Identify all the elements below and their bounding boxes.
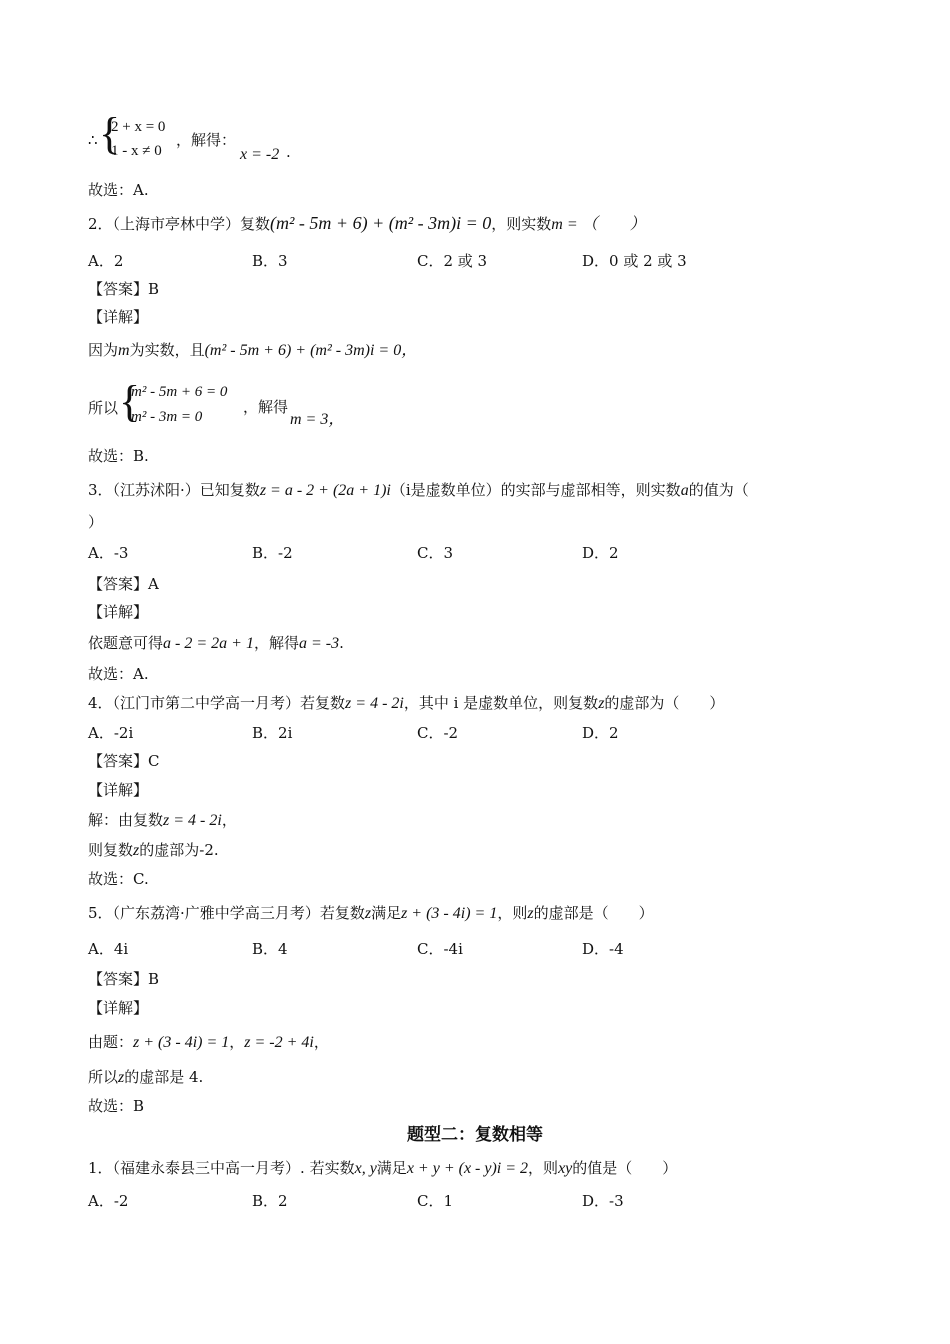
q2-option-d: D．0 或 2 或 3 [582,252,687,270]
q5-option-c: C．-4i [417,940,463,958]
q5-expr: z + (3 - 4i) = 1 [401,905,498,922]
q2-system-eq2: m² - 3m = 0 [131,409,203,425]
solve-text: ，解得： [176,131,237,149]
q3-tail: （i是虚数单位）的实部与虚部相等，则实数 [390,481,681,499]
q5-detail-label: 【详解】 [88,999,149,1017]
q2-m: m = （ ） [551,216,646,233]
solution-x: x = -2 [240,146,280,163]
q5-stem [88,903,654,924]
q2-option-c: C．2 或 3 [417,252,488,270]
q2-so: 所以 [88,399,119,417]
q3-s1c: . [339,634,344,652]
q5-tail3: 的虚部是（ ） [533,904,654,922]
p1-stem-text: 1．（福建永泰县三中高一月考）. 若实数 [88,1159,355,1177]
q5-s1b: ， [229,1033,245,1051]
q2-detail-label: 【详解】 [88,308,149,326]
q3-choose: 故选：A. [88,665,149,683]
q5-option-a: A．4i [88,940,129,958]
p1-xy: xy [558,1160,573,1177]
q5-option-d: D．-4 [582,940,624,958]
q2-choose: 故选：B. [88,447,149,465]
q5-step2 [88,1067,203,1088]
p1-tail: 满足 [376,1159,407,1177]
q4-s2b: 的虚部为-2. [139,841,219,859]
q2-stem-text: 2．（上海市亭林中学）复数 [88,215,271,233]
q2-system-brace: { [119,377,141,426]
q5-s2b: 的虚部是 4. [124,1068,204,1086]
q5-var: z [364,905,372,922]
p1-vars: x, y [354,1160,377,1177]
q4-option-b: B．2i [252,724,293,742]
q2-s1m: m [118,342,130,359]
q3-tail2: 的值为（ [688,481,749,499]
q5-s1c: ， [313,1033,329,1051]
q5-var2: z [527,905,534,922]
q5-tail2: ，则 [497,904,528,922]
q3-s1ans: a = -3 [298,635,340,652]
q4-var: z [598,695,605,712]
p1-tail3: 的值是（ ） [572,1159,678,1177]
q2-stem [88,213,646,235]
q5-option-b: B．4 [252,940,288,958]
q2-tail: ，则实数 [491,215,552,233]
q5-s1a: 由题： [88,1033,134,1051]
q3-s1a: 依题意可得 [88,634,164,652]
q5-answer: 【答案】B [88,970,160,988]
q2-answer: 【答案】B [88,280,160,298]
q4-step2 [88,840,219,861]
q2-s1a: 因为 [88,341,119,359]
q4-stem-text: 4．（江门市第二中学高一月考）若复数 [88,694,346,712]
system-eq2: 1 - x ≠ 0 [111,143,162,159]
q3-stem [88,480,749,501]
q3-step1 [88,633,344,654]
q2-system-eq1: m² - 5m + 6 = 0 [131,384,228,400]
system-eq1: 2 + x = 0 [111,119,166,135]
q5-s2var: z [118,1069,125,1086]
q4-option-d: D．2 [582,724,619,742]
q4-choose: 故选：C. [88,870,149,888]
p1-option-a: A．-2 [88,1192,129,1210]
q2-expr: (m² - 5m + 6) + (m² - 3m)i = 0 [270,213,492,233]
q2-s1b: 为实数，且 [129,341,205,359]
q3-detail-label: 【详解】 [88,603,149,621]
p1-option-c: C．1 [417,1192,454,1210]
q4-tail: ，其中 i 是虚数单位，则复数 [403,694,599,712]
q5-choose: 故选：B [88,1097,145,1115]
system-brace: { [99,109,121,158]
p1-expr: x + y + (x - y)i = 2 [406,1160,529,1177]
q5-s1ans: z = -2 + 4i [244,1034,314,1051]
q3-option-c: C．3 [417,544,454,562]
q2-option-b: B．3 [252,252,288,270]
q4-stem [88,693,724,714]
q2-s1expr: (m² - 5m + 6) + (m² - 3m)i = 0， [204,342,418,359]
q2-solution: m = 3， [290,411,345,428]
q3-s1b: ，解得 [253,634,299,652]
q4-detail-label: 【详解】 [88,781,149,799]
q5-tail: 满足 [371,904,402,922]
q5-s1expr: z + (3 - 4i) = 1 [133,1034,230,1051]
q4-tail2: 的虚部为（ ） [604,694,725,712]
q3-s1expr: a - 2 = 2a + 1 [163,635,254,652]
q4-answer: 【答案】C [88,752,160,770]
q4-option-a: A．-2i [88,724,134,742]
q3-option-b: B．-2 [252,544,293,562]
q5-step1 [88,1032,329,1053]
q3-answer: 【答案】A [88,575,159,593]
q4-s1expr: z = 4 - 2i [163,812,222,829]
q5-s2a: 所以 [88,1068,119,1086]
section-title: 题型二：复数相等 [407,1125,543,1145]
q2-step1 [88,340,417,361]
choose-a: 故选：A. [88,181,149,199]
q3-var: a [680,482,689,499]
q5-stem-text: 5．（广东荔湾·广雅中学高三月考）若复数 [88,904,365,922]
therefore-symbol: ∴ [88,131,98,149]
q3-stem-cont: ） [88,513,104,531]
q3-option-a: A．-3 [88,544,129,562]
q4-s2var: z [133,842,140,859]
q4-step1 [88,810,237,831]
p1-tail2: ，则 [528,1159,559,1177]
q3-stem-text: 3．（江苏沭阳·）已知复数 [88,481,260,499]
q2-solve: ，解得 [243,398,289,416]
q4-s1b: ， [221,811,237,829]
q3-expr: z = a - 2 + (2a + 1)i [259,482,391,499]
period: . [286,143,291,161]
q2-option-a: A．2 [88,252,124,270]
q4-expr: z = 4 - 2i [345,695,404,712]
p1-stem [88,1158,677,1179]
q4-option-c: C．-2 [417,724,459,742]
q4-s2a: 则复数 [88,841,134,859]
q4-s1a: 解：由复数 [88,811,164,829]
p1-option-b: B．2 [252,1192,288,1210]
p1-option-d: D．-3 [582,1192,624,1210]
q3-option-d: D．2 [582,544,619,562]
